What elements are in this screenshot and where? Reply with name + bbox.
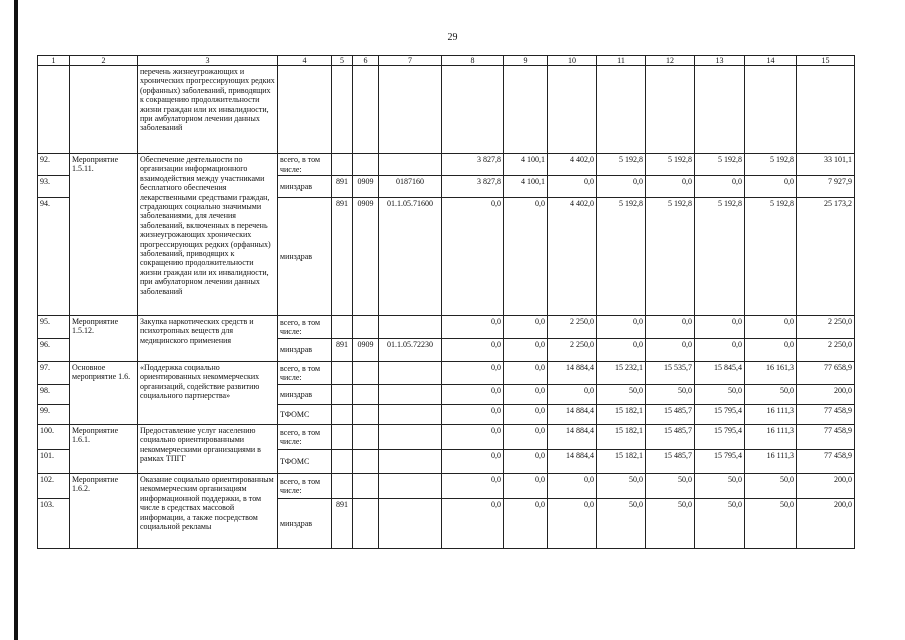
row-total: 2 250,0 — [797, 316, 855, 339]
table-row — [38, 66, 855, 154]
row-value: 0,0 — [548, 499, 597, 549]
row-value: 50,0 — [745, 385, 797, 405]
row-source: всего, в том числе: — [278, 425, 332, 450]
col-header: 10 — [548, 56, 597, 66]
row-number: 94. — [38, 198, 70, 316]
col-header: 6 — [353, 56, 379, 66]
row-value: 0,0 — [504, 474, 548, 499]
row-value: 0,0 — [646, 316, 695, 339]
row-value: 0,0 — [504, 450, 548, 474]
row-value: 0,0 — [504, 362, 548, 385]
row-value: 0,0 — [646, 339, 695, 362]
row-rz — [353, 362, 379, 385]
left-margin-bar — [14, 0, 18, 640]
row-total: 33 101,1 — [797, 154, 855, 176]
col-header: 5 — [332, 56, 353, 66]
row-value: 0,0 — [695, 339, 745, 362]
header-row — [38, 56, 855, 66]
col-header: 11 — [597, 56, 646, 66]
row-total: 7 927,9 — [797, 176, 855, 198]
row-csr — [379, 499, 442, 549]
row-value: 0,0 — [745, 316, 797, 339]
row-value: 0,0 — [504, 499, 548, 549]
row-number: 95. — [38, 316, 70, 339]
row-value: 0,0 — [442, 362, 504, 385]
row-rz — [353, 154, 379, 176]
row-csr: 0187160 — [379, 176, 442, 198]
row-value: 2 250,0 — [548, 316, 597, 339]
row-csr — [379, 362, 442, 385]
row-value: 0,0 — [442, 425, 504, 450]
row-value: 14 884,4 — [548, 362, 597, 385]
row-grbs — [332, 154, 353, 176]
row-source: ТФОМС — [278, 405, 332, 425]
row-value: 0,0 — [442, 499, 504, 549]
row-value: 50,0 — [646, 385, 695, 405]
row-item: Мероприятие 1.5.11. — [70, 154, 138, 316]
col-header: 8 — [442, 56, 504, 66]
row-grbs: 891 — [332, 198, 353, 316]
row-description: Оказание социально ориентированным некоммерческим организациям информационной поддержки, в том числе в средствах массовой информации, а также посредством социальной рекламы — [138, 474, 278, 549]
row-item: Мероприятие 1.6.1. — [70, 425, 138, 474]
row-total: 200,0 — [797, 499, 855, 549]
budget-table — [37, 55, 855, 549]
row-value: 0,0 — [695, 316, 745, 339]
table-row — [38, 362, 855, 385]
row-value: 15 485,7 — [646, 405, 695, 425]
col-header: 4 — [278, 56, 332, 66]
row-grbs — [332, 385, 353, 405]
row-grbs — [332, 450, 353, 474]
row-value: 16 111,3 — [745, 425, 797, 450]
row-value: 15 535,7 — [646, 362, 695, 385]
row-value: 50,0 — [597, 499, 646, 549]
row-total: 200,0 — [797, 474, 855, 499]
row-csr — [379, 425, 442, 450]
row-value: 4 402,0 — [548, 198, 597, 316]
col-header: 13 — [695, 56, 745, 66]
row-value: 14 884,4 — [548, 450, 597, 474]
row-number: 97. — [38, 362, 70, 385]
row-total: 77 458,9 — [797, 450, 855, 474]
row-number: 100. — [38, 425, 70, 450]
row-value: 15 795,4 — [695, 450, 745, 474]
row-value: 0,0 — [442, 450, 504, 474]
row-value: 0,0 — [548, 176, 597, 198]
row-grbs — [332, 474, 353, 499]
row-value: 15 232,1 — [597, 362, 646, 385]
row-value: 50,0 — [695, 499, 745, 549]
row-value: 50,0 — [695, 474, 745, 499]
row-value: 50,0 — [597, 385, 646, 405]
row-item: Мероприятие 1.6.2. — [70, 474, 138, 549]
row-number: 93. — [38, 176, 70, 198]
row-rz — [353, 474, 379, 499]
row-source: всего, в том числе: — [278, 154, 332, 176]
row-value: 16 111,3 — [745, 450, 797, 474]
row-value: 0,0 — [442, 198, 504, 316]
row-number: 102. — [38, 474, 70, 499]
row-value: 15 485,7 — [646, 450, 695, 474]
row-grbs — [332, 316, 353, 339]
col-header: 12 — [646, 56, 695, 66]
row-value: 4 100,1 — [504, 154, 548, 176]
row-rz — [353, 405, 379, 425]
row-value: 50,0 — [646, 474, 695, 499]
row-source: минздрав — [278, 198, 332, 316]
row-csr: 01.1.05.71600 — [379, 198, 442, 316]
row-rz: 0909 — [353, 176, 379, 198]
table-row — [38, 474, 855, 499]
row-grbs — [332, 405, 353, 425]
row-total: 25 173,2 — [797, 198, 855, 316]
row-value: 14 884,4 — [548, 405, 597, 425]
row-value: 15 795,4 — [695, 405, 745, 425]
row-value: 50,0 — [646, 499, 695, 549]
row-total: 77 458,9 — [797, 425, 855, 450]
row-value: 4 402,0 — [548, 154, 597, 176]
row-value: 0,0 — [548, 385, 597, 405]
row-value: 5 192,8 — [695, 154, 745, 176]
row-grbs — [332, 362, 353, 385]
row-rz — [353, 450, 379, 474]
col-header: 9 — [504, 56, 548, 66]
col-header: 1 — [38, 56, 70, 66]
row-value: 14 884,4 — [548, 425, 597, 450]
row-value: 0,0 — [548, 474, 597, 499]
row-value: 0,0 — [745, 339, 797, 362]
row-total: 200,0 — [797, 385, 855, 405]
row-value: 15 182,1 — [597, 450, 646, 474]
col-header: 7 — [379, 56, 442, 66]
row-csr: 01.1.05.72230 — [379, 339, 442, 362]
col-header: 15 — [797, 56, 855, 66]
row-value: 16 161,3 — [745, 362, 797, 385]
row-source: минздрав — [278, 339, 332, 362]
row-source: всего, в том числе: — [278, 474, 332, 499]
row-csr — [379, 316, 442, 339]
row-value: 0,0 — [695, 176, 745, 198]
row-source: минздрав — [278, 385, 332, 405]
row-total: 2 250,0 — [797, 339, 855, 362]
row-value: 0,0 — [597, 316, 646, 339]
row-source: всего, в том числе: — [278, 362, 332, 385]
row-rz: 0909 — [353, 198, 379, 316]
row-value: 3 827,8 — [442, 176, 504, 198]
row-value: 0,0 — [646, 176, 695, 198]
row-value: 0,0 — [504, 316, 548, 339]
row-value: 0,0 — [442, 474, 504, 499]
row-value: 16 111,3 — [745, 405, 797, 425]
row-source: ТФОМС — [278, 450, 332, 474]
row-csr — [379, 405, 442, 425]
row-value: 5 192,8 — [745, 154, 797, 176]
row-value: 0,0 — [504, 405, 548, 425]
page-number: 29 — [447, 32, 458, 43]
col-header: 2 — [70, 56, 138, 66]
row-value: 0,0 — [504, 339, 548, 362]
row-total: 77 658,9 — [797, 362, 855, 385]
row-number: 103. — [38, 499, 70, 549]
row-value: 50,0 — [695, 385, 745, 405]
row-description: «Поддержка социально ориентированных некоммерческих организаций, содействие развитию социального партнерства» — [138, 362, 278, 425]
table-row — [38, 425, 855, 450]
row-number: 92. — [38, 154, 70, 176]
table-row — [38, 316, 855, 339]
col-header: 3 — [138, 56, 278, 66]
row-value: 0,0 — [504, 385, 548, 405]
row-rz — [353, 499, 379, 549]
row-value: 0,0 — [442, 339, 504, 362]
row-description: Предоставление услуг населению социально ориентированными некоммерческими организациями в рамках ТПГГ — [138, 425, 278, 474]
table-row — [38, 154, 855, 176]
row-description: перечень жизнеугрожающих и хронических прогрессирующих редких (орфанных) заболеваний, приводящих к сокращению продолжительности жизни граждан или их инвалидности, при амбулаторном лечении данных заболеваний — [138, 66, 278, 154]
row-rz: 0909 — [353, 339, 379, 362]
row-value: 4 100,1 — [504, 176, 548, 198]
row-value: 5 192,8 — [646, 198, 695, 316]
row-value: 15 485,7 — [646, 425, 695, 450]
row-grbs: 891 — [332, 176, 353, 198]
row-value: 0,0 — [597, 339, 646, 362]
row-value: 5 192,8 — [646, 154, 695, 176]
row-value: 0,0 — [504, 425, 548, 450]
row-value: 5 192,8 — [745, 198, 797, 316]
row-value: 15 182,1 — [597, 425, 646, 450]
row-value: 3 827,8 — [442, 154, 504, 176]
row-number: 96. — [38, 339, 70, 362]
col-header: 14 — [745, 56, 797, 66]
row-value: 5 192,8 — [597, 154, 646, 176]
row-item: Основное мероприятие 1.6. — [70, 362, 138, 425]
row-source: минздрав — [278, 499, 332, 549]
row-rz — [353, 385, 379, 405]
row-total: 77 458,9 — [797, 405, 855, 425]
row-value: 0,0 — [597, 176, 646, 198]
row-value: 0,0 — [442, 385, 504, 405]
row-grbs — [332, 425, 353, 450]
row-csr — [379, 450, 442, 474]
row-number: 99. — [38, 405, 70, 425]
row-value: 0,0 — [442, 316, 504, 339]
row-value: 50,0 — [597, 474, 646, 499]
row-grbs: 891 — [332, 339, 353, 362]
row-value: 2 250,0 — [548, 339, 597, 362]
row-csr — [379, 385, 442, 405]
row-item: Мероприятие 1.5.12. — [70, 316, 138, 362]
row-value: 5 192,8 — [695, 198, 745, 316]
row-value: 15 182,1 — [597, 405, 646, 425]
row-value: 50,0 — [745, 474, 797, 499]
row-value: 0,0 — [745, 176, 797, 198]
row-description: Обеспечение деятельности по организации информационного взаимодействия между участниками бесплатного обеспечения лекарственными средствами граждан, страдающих социально значимыми заболеваниями, для лечения заболеваний, включенных в перечень жизнеугрожающих хронических прогрессирующих редких (орфанных) заболеваний, приводящих к сокращению продолжительности жизни граждан или их инвалидности, при амбулаторном лечении данных заболеваний — [138, 154, 278, 316]
row-value: 15 845,4 — [695, 362, 745, 385]
row-csr — [379, 474, 442, 499]
row-value: 50,0 — [745, 499, 797, 549]
row-source: всего, в том числе: — [278, 316, 332, 339]
row-rz — [353, 316, 379, 339]
row-description: Закупка наркотических средств и психотропных веществ для медицинского применения — [138, 316, 278, 362]
row-number: 98. — [38, 385, 70, 405]
row-grbs: 891 — [332, 499, 353, 549]
row-value: 15 795,4 — [695, 425, 745, 450]
row-rz — [353, 425, 379, 450]
row-value: 0,0 — [504, 198, 548, 316]
row-number: 101. — [38, 450, 70, 474]
row-source: минздрав — [278, 176, 332, 198]
row-value: 5 192,8 — [597, 198, 646, 316]
row-csr — [379, 154, 442, 176]
row-value: 0,0 — [442, 405, 504, 425]
